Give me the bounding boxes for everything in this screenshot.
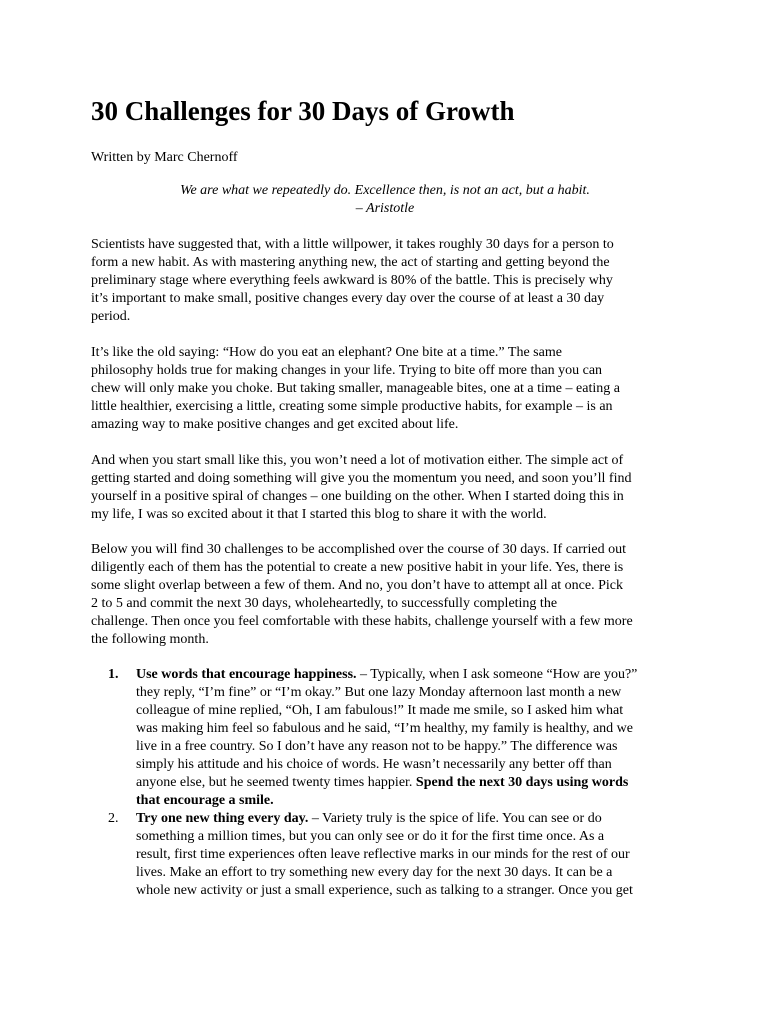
text-line: whole new activity or just a small experience, such as talking to a stranger. Once you get xyxy=(136,883,633,898)
text-line: getting started and doing something will give you the momentum you need, and soon you’ll find xyxy=(91,471,632,486)
text-line: period. xyxy=(91,309,131,324)
text-line: 2 to 5 and commit the next 30 days, wholeheartedly, to successfully completing the xyxy=(91,596,558,611)
list-item xyxy=(91,666,691,810)
list-item-text: anyone else, but he seemed twenty times happier. xyxy=(136,775,416,790)
quote-text: We are what we repeatedly do. Excellence then, is not an act, but a habit. xyxy=(180,183,590,198)
page-title: 30 Challenges for 30 Days of Growth xyxy=(91,96,515,126)
paragraph-challenges xyxy=(91,541,691,649)
text-line: philosophy holds true for making changes in your life. Trying to bite off more than you can xyxy=(91,363,603,378)
quote-attribution: – Aristotle xyxy=(355,201,415,216)
list-item-heading: Use words that encourage happiness. xyxy=(136,667,357,682)
text-line xyxy=(136,810,691,828)
text-line: amazing way to make positive changes and get excited about life. xyxy=(91,417,459,432)
text-line xyxy=(136,774,691,792)
text-line: And when you start small like this, you won’t need a lot of motivation either. The simple act of xyxy=(91,453,624,468)
text-line: live in a free country. So I don’t have any reason not to be happy.” The difference was xyxy=(136,739,618,754)
text-line: simply his attitude and his choice of words. He wasn’t necessarily any better off than xyxy=(136,757,612,772)
paragraph-intro xyxy=(91,236,691,326)
text-line: lives. Make an effort to try something new every day for the next 30 days. It can be a xyxy=(136,865,613,880)
text-line: form a new habit. As with mastering anything new, the act of starting and getting beyond the xyxy=(91,255,610,270)
text-line: It’s like the old saying: “How do you eat an elephant? One bite at a time.” The same xyxy=(91,345,562,360)
list-item-number: 1. xyxy=(108,667,119,682)
text-line: it’s important to make small, positive changes every day over the course of at least a 30 day xyxy=(91,291,605,306)
list-item-callout: Spend the next 30 days using words xyxy=(415,775,629,790)
text-line: chew will only make you choke. But taking smaller, manageable bites, one at a time – eating a xyxy=(91,381,620,396)
list-item-callout: that encourage a smile. xyxy=(136,793,274,808)
paragraph-motivation xyxy=(91,452,691,524)
text-line: challenge. Then once you feel comfortable with these habits, challenge yourself with a few more xyxy=(91,614,633,629)
text-line: the following month. xyxy=(91,632,209,647)
list-item-text: – Typically, when I ask someone “How are you?” xyxy=(356,667,638,682)
text-line xyxy=(136,666,691,684)
challenge-list xyxy=(91,666,691,900)
text-line: result, first time experiences often leave reflective marks in our minds for the rest of our xyxy=(136,847,630,862)
list-item xyxy=(91,810,691,900)
list-item-body xyxy=(136,666,691,810)
text-line: some slight overlap between a few of them. And no, you don’t have to attempt all at once. Pick xyxy=(91,578,623,593)
text-line: something a million times, but you can only see or do it for the first time once. As a xyxy=(136,829,605,844)
text-line: diligently each of them has the potential to create a new positive habit in your life. Yes, there is xyxy=(91,560,624,575)
text-line: colleague of mine replied, “Oh, I am fabulous!” It made me smile, so I asked him what xyxy=(136,703,624,718)
paragraph-elephant xyxy=(91,344,691,434)
list-item-text: – Variety truly is the spice of life. You can see or do xyxy=(308,811,602,826)
text-line: Scientists have suggested that, with a little willpower, it takes roughly 30 days for a person to xyxy=(91,237,614,252)
list-item-heading: Try one new thing every day. xyxy=(136,811,309,826)
list-item-body xyxy=(136,810,691,900)
list-item-number: 2. xyxy=(108,811,119,826)
text-line: Below you will find 30 challenges to be accomplished over the course of 30 days. If carried out xyxy=(91,542,626,557)
text-line: my life, I was so excited about it that I started this blog to share it with the world. xyxy=(91,507,547,522)
text-line: preliminary stage where everything feels awkward is 80% of the battle. This is precisely why xyxy=(91,273,613,288)
text-line: yourself in a positive spiral of changes – one building on the other. When I started doing this in xyxy=(91,489,624,504)
epigraph-quote xyxy=(91,182,679,218)
text-line: little healthier, exercising a little, creating some simple productive habits, for example – is an xyxy=(91,399,613,414)
author-byline: Written by Marc Chernoff xyxy=(91,150,238,165)
text-line: was making him feel so fabulous and he said, “I’m healthy, my family is healthy, and we xyxy=(136,721,633,736)
text-line: they reply, “I’m fine” or “I’m okay.” But one lazy Monday afternoon last month a new xyxy=(136,685,622,700)
